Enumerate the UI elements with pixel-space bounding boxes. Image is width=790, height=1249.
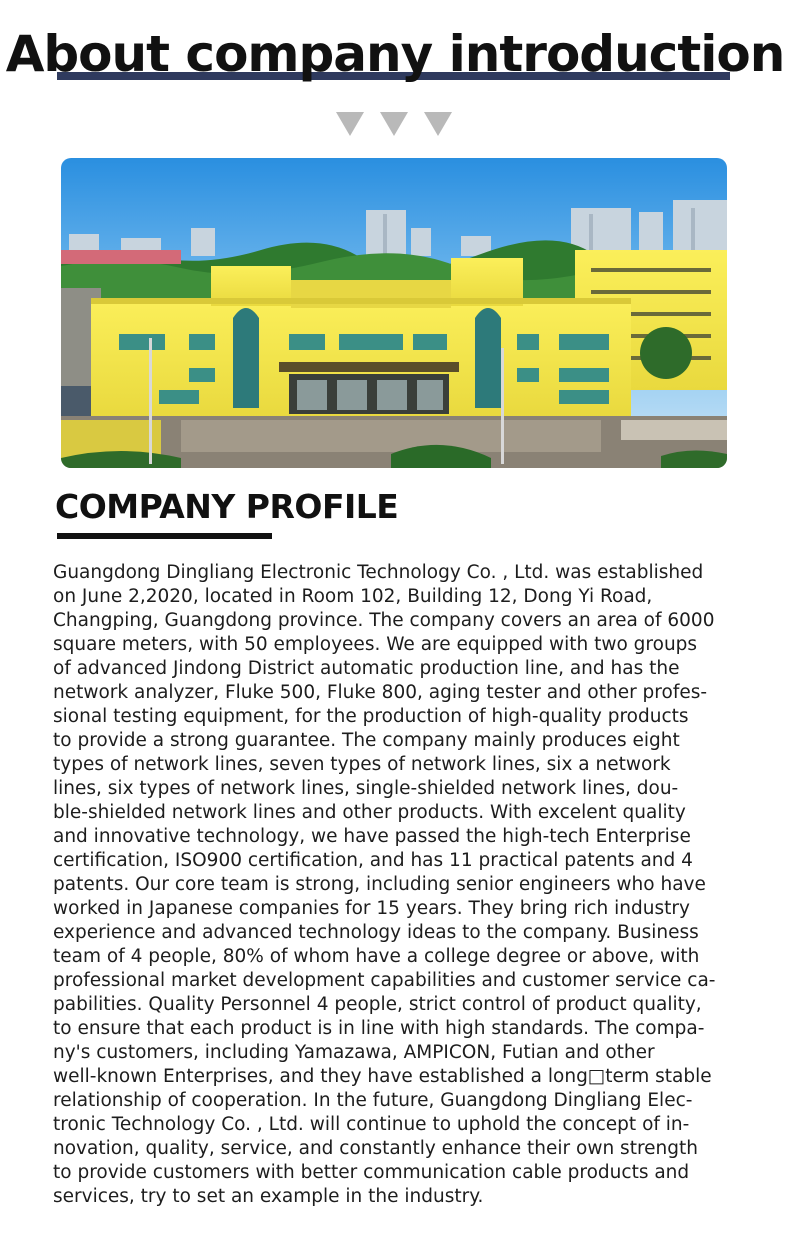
down-arrows: [336, 112, 456, 138]
section-heading: COMPANY PROFILE: [55, 487, 399, 526]
page-title: About company introduction: [5, 25, 785, 83]
chevron-down-icon: [336, 112, 364, 136]
chevron-down-icon: [380, 112, 408, 136]
chevron-down-icon: [424, 112, 452, 136]
company-profile-text: Guangdong Dingliang Electronic Technology Co. , Ltd. was established on June 2,2020, located in Room 102, Building 12, Dong Yi Road, Changping, Guangdong province. The company covers an area of 6000 square meters, with 50 employees. We are equipped with two groups of advanced Jindong District automatic production line, and has the network analyzer, Fluke 500, Fluke 800, aging tester and other profes- sional testing equipment, for the production of high-quality products to provide a strong guarantee. The company mainly produces eight types of network lines, seven types of network lines, six a network lines, six types of network lines, single-shielded network lines, dou- ble-shielded network lines and other products. With excelent quality and innovative technology, we have passed the high-tech Enterprise certification, ISO900 certification, and has 11 practical patents and 4 patents. Our core team is strong, including senior engineers who have worked in Japanese companies for 15 years. They bring rich industry experience and advanced technology ideas to the company. Business team of 4 people, 80% of whom have a college degree or above, with professional market development capabilities and customer service ca- pabilities. Quality Personnel 4 people, strict control of product quality, to ensure that each product is in line with high standards. The compa- ny's customers, including Yamazawa, AMPICON, Futian and other well-known Enterprises, and they have established a long□term stable relationship of cooperation. In the future, Guangdong Dingliang Elec- tronic Technology Co. , Ltd. will continue to uphold the concept of in- novation, quality, service, and constantly enhance their own strength to provide customers with better communication cable products and services, try to set an example in the industry.: [53, 562, 716, 1207]
page-header: [0, 22, 790, 86]
factory-building-photo: [61, 158, 727, 468]
section-heading-underline: [57, 533, 272, 539]
